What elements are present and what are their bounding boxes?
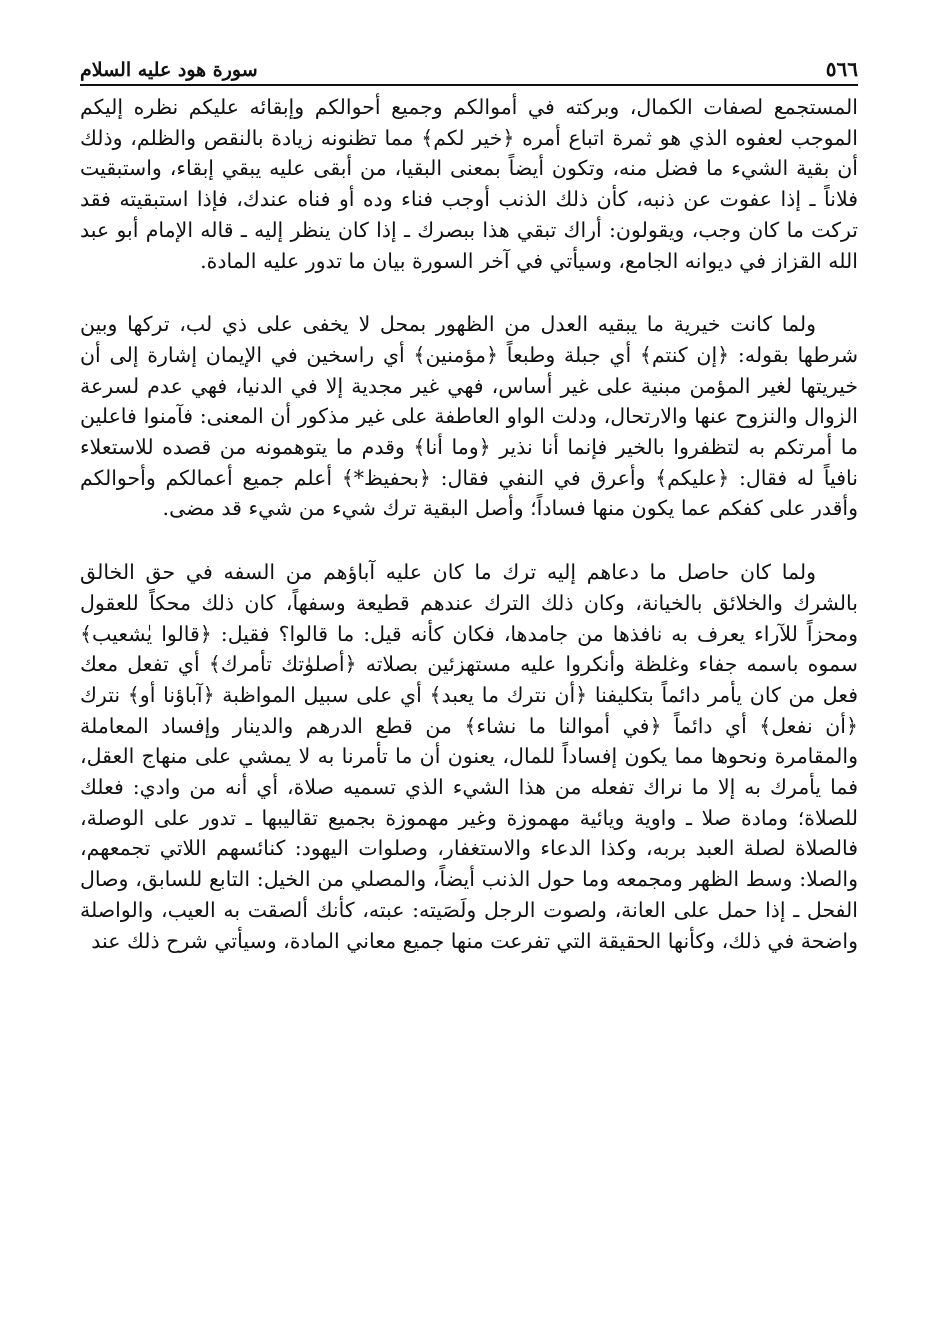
- page-number: ٥٦٦: [825, 57, 858, 81]
- page-header: [80, 52, 858, 86]
- running-title: سورة هود عليه السلام: [80, 59, 258, 81]
- paragraph-2: ولما كانت خيرية ما يبقيه العدل من الظهور بمحل لا يخفى على ذي لب، تركها وبين شرطها بقوله: ﴿إن كنتم﴾ أي جبلة وطبعاً ﴿مؤمنين﴾ أي راسخين في الإيمان إشارة إلى أن خيريتها لغير المؤمن مبنية على غير أساس، فهي غير مجدية إلا في الدنيا، فهي عدم لسرعة الزوال والنزوح عنها والارتحال، ودلت الواو العاطفة على غير مذكور أن المعنى: فآمنوا فاعلين ما أمرتكم به لتظفروا بالخير فإنما أنا نذير ﴿وما أنا﴾ وقدم ما يتوهمونه من قصده للاستعلاء نافياً له فقال: ﴿عليكم﴾ وأعرق في النفي فقال: ﴿بحفيظ*﴾ أعلم جميع أعمالكم وأحوالكم وأقدر على كفكم عما يكون منها فساداً؛ وأصل البقية ترك شيء من شيء قد مضى.: [80, 312, 858, 521]
- paragraph-1: المستجمع لصفات الكمال، وبركته في أموالكم وجميع أحوالكم وإبقائه عليكم نظره إليكم الموجب لعفوه الذي هو ثمرة اتباع أمره ﴿خير لكم﴾ مما تظنونه زيادة بالنقص والظلم، وذلك أن بقية الشيء ما فضل منه، وتكون أيضاً بمعنى البقيا، من أبقى عليه يبقي إبقاء، واستبقيت فلاناً ـ إذا عفوت عن ذنبه، كأن ذلك الذنب أوجب فناء وده أو فناه عندك، فإذا استبقيته فقد تركت ما كان وجب، ويقولون: أراك تبقي هذا ببصرك ـ إذا كان ينظر إليه ـ قاله الإمام أبو عبد الله القزاز في ديوانه الجامع، وسيأتي في آخر السورة بيان ما تدور عليه المادة.: [80, 95, 858, 273]
- body-text: [80, 92, 858, 956]
- paragraph-3: ولما كان حاصل ما دعاهم إليه ترك ما كان عليه آباؤهم من السفه في حق الخالق بالشرك والخلائق بالخيانة، وكان ذلك الترك عندهم قطيعة وسفهاً، كان ذلك محكاً للعقول ومحزاً للآراء يعرف به نافذها من جامدها، فكان كأنه قيل: ما قالوا؟ فقيل: ﴿قالوا يٰشعيب﴾ سموه باسمه جفاء وغلظة وأنكروا عليه مستهزئين بصلاته ﴿أصلوٰتك تأمرك﴾ أي تفعل معك فعل من كان يأمر دائماً بتكليفنا ﴿أن نترك ما يعبد﴾ أي على سبيل المواظبة ﴿آباؤنا أو﴾ نترك ﴿أن نفعل﴾ أي دائماً ﴿في أموالنا ما نشاء﴾ من قطع الدرهم والدينار وإفساد المعاملة والمقامرة ونحوها مما يكون إفساداً للمال، يعنون أن ما تأمرنا به لا يمشي على منهاج العقل، فما يأمرك به إلا ما نراك تفعله من هذا الشيء الذي تسميه صلاة، أي أنه من وادي: فعلك للصلاة؛ ومادة صلا ـ واوية ويائية مهموزة وغير مهموزة بجميع تقاليبها ـ تدور على الوصلة، فالصلاة لصلة العبد بربه، وكذا الدعاء والاستغفار، وصلوات اليهود: كنائسهم اللاتي تجمعهم، والصلا: وسط الظهر ومجمعه وما حول الذنب أيضاً، والمصلي من الخيل: التابع للسابق، وصال الفحل ـ إذا حمل على العانة، ولصوت الرجل ولَصَيته: عبته، كأنك ألصقت به العيب، والواصلة واضحة في ذلك، وكأنها الحقيقة التي تفرعت منها جميع معاني المادة، وسيأتي شرح ذلك عند: [80, 560, 858, 953]
